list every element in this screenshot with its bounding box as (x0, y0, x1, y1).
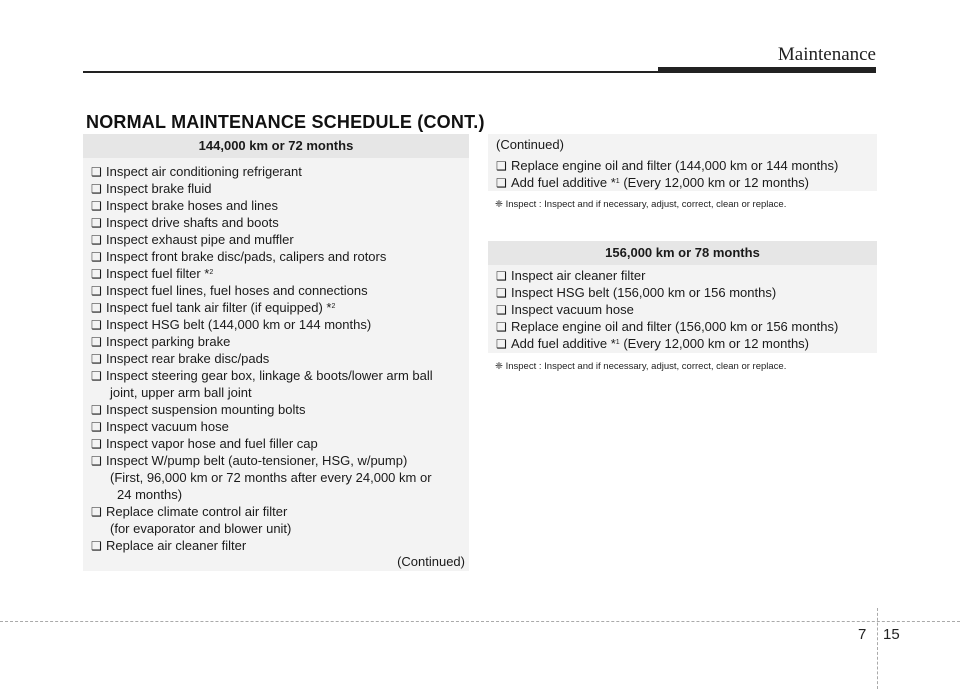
schedule-item-detail: 24 months) (117, 487, 183, 502)
footnote-marker: 2 (331, 303, 336, 310)
checkbox-icon: ❑ (91, 369, 102, 383)
checkbox-icon: ❑ (496, 176, 507, 190)
schedule-item (496, 301, 877, 318)
schedule-item-interval: (Every 12,000 km or 12 months) (619, 175, 810, 190)
schedule-item-text: Inspect rear brake disc/pads (106, 351, 270, 366)
schedule-item (496, 335, 877, 352)
schedule-item (91, 350, 469, 367)
checkbox-icon: ❑ (496, 286, 507, 300)
schedule-item-text: Add fuel additive * (511, 336, 616, 351)
continued-label: (Continued) (496, 137, 564, 152)
inspect-note: ❈ Inspect : Inspect and if necessary, adjust, correct, clean or replace. (495, 199, 787, 210)
page-chapter: 7 (858, 626, 867, 643)
footer-rule (0, 621, 960, 622)
schedule-item-text: Inspect vacuum hose (511, 302, 634, 317)
schedule-item (496, 318, 877, 335)
checkbox-icon: ❑ (91, 539, 102, 553)
schedule-item-text: Replace engine oil and filter (156,000 km or 156 months) (511, 319, 839, 334)
schedule-item (91, 418, 469, 435)
schedule-item-text: Inspect suspension mounting bolts (106, 402, 306, 417)
schedule-item-text: Inspect parking brake (106, 334, 231, 349)
checkbox-icon: ❑ (91, 284, 102, 298)
schedule-item (91, 265, 469, 282)
footnote-marker: 2 (209, 269, 214, 276)
schedule-item (496, 267, 877, 284)
schedule-item-detail: (First, 96,000 km or 72 months after every 24,000 km or (110, 470, 432, 485)
checkbox-icon: ❑ (91, 233, 102, 247)
checkbox-icon: ❑ (91, 454, 102, 468)
schedule-item-text: Inspect air cleaner filter (511, 268, 646, 283)
schedule-item-list (488, 152, 877, 191)
schedule-item-text: Inspect steering gear box, linkage & boots/lower arm ball (106, 368, 433, 383)
schedule-box-144000 (83, 134, 469, 571)
checkbox-icon: ❑ (91, 420, 102, 434)
checkbox-icon: ❑ (91, 199, 102, 213)
schedule-item (496, 157, 877, 174)
schedule-item-detail: (for evaporator and blower unit) (110, 521, 292, 536)
schedule-box-156000 (488, 241, 877, 353)
schedule-item-text: Inspect exhaust pipe and muffler (106, 232, 294, 247)
section-title: NORMAL MAINTENANCE SCHEDULE (CONT.) (86, 112, 485, 132)
schedule-heading: 156,000 km or 78 months (488, 241, 877, 265)
footer-divider (877, 608, 878, 689)
schedule-item-text: Replace air cleaner filter (106, 538, 247, 553)
schedule-item (91, 537, 469, 554)
schedule-item-text: Inspect W/pump belt (auto-tensioner, HSG, w/pump) (106, 453, 408, 468)
checkbox-icon: ❑ (91, 403, 102, 417)
schedule-heading: 144,000 km or 72 months (83, 134, 469, 158)
schedule-item (91, 214, 469, 231)
checkbox-icon: ❑ (91, 335, 102, 349)
checkbox-icon: ❑ (91, 318, 102, 332)
checkbox-icon: ❑ (91, 505, 102, 519)
checkbox-icon: ❑ (91, 267, 102, 281)
schedule-item-text: Replace engine oil and filter (144,000 km or 144 months) (511, 158, 839, 173)
header-title: Maintenance (777, 44, 876, 65)
schedule-item (91, 503, 469, 537)
checkbox-icon: ❑ (496, 337, 507, 351)
schedule-item (91, 299, 469, 316)
schedule-item (91, 316, 469, 333)
schedule-item (91, 231, 469, 248)
schedule-item-text: Inspect vacuum hose (106, 419, 229, 434)
checkbox-icon: ❑ (91, 352, 102, 366)
checkbox-icon: ❑ (91, 301, 102, 315)
schedule-item-list (83, 158, 469, 554)
schedule-item-text: Inspect vapor hose and fuel filler cap (106, 436, 318, 451)
schedule-item (91, 180, 469, 197)
checkbox-icon: ❑ (496, 269, 507, 283)
schedule-item-list (488, 265, 877, 352)
schedule-item-text: Inspect air conditioning refrigerant (106, 164, 302, 179)
schedule-item-text: Inspect brake fluid (106, 181, 212, 196)
schedule-item (91, 452, 469, 503)
schedule-item-text: Inspect HSG belt (144,000 km or 144 months) (106, 317, 372, 332)
schedule-item (91, 282, 469, 299)
schedule-item-text: Inspect fuel lines, fuel hoses and connections (106, 283, 368, 298)
schedule-item (91, 401, 469, 418)
schedule-item-text: Replace climate control air filter (106, 504, 288, 519)
schedule-item-text: Inspect fuel tank air filter (if equipped) * (106, 300, 332, 315)
schedule-item (91, 197, 469, 214)
schedule-item (496, 174, 877, 191)
checkbox-icon: ❑ (91, 250, 102, 264)
checkbox-icon: ❑ (91, 165, 102, 179)
schedule-item-interval: (Every 12,000 km or 12 months) (619, 336, 810, 351)
checkbox-icon: ❑ (496, 303, 507, 317)
schedule-item-text: Inspect HSG belt (156,000 km or 156 months) (511, 285, 777, 300)
schedule-item-text: Add fuel additive * (511, 175, 616, 190)
footnote-marker: 1 (615, 339, 620, 346)
schedule-item-text: Inspect fuel filter * (106, 266, 210, 281)
schedule-item-text: Inspect drive shafts and boots (106, 215, 279, 230)
header-rule (83, 71, 658, 73)
checkbox-icon: ❑ (91, 437, 102, 451)
checkbox-icon: ❑ (91, 182, 102, 196)
schedule-item (91, 367, 469, 401)
checkbox-icon: ❑ (496, 320, 507, 334)
header-rule-accent (658, 67, 876, 73)
schedule-item (91, 163, 469, 180)
checkbox-icon: ❑ (496, 159, 507, 173)
schedule-item-text: Inspect front brake disc/pads, calipers and rotors (106, 249, 387, 264)
inspect-note: ❈ Inspect : Inspect and if necessary, adjust, correct, clean or replace. (495, 361, 787, 372)
checkbox-icon: ❑ (91, 216, 102, 230)
footnote-marker: 1 (615, 178, 620, 185)
schedule-box-continued (488, 134, 877, 191)
schedule-item-text: Inspect brake hoses and lines (106, 198, 278, 213)
schedule-item (91, 248, 469, 265)
schedule-item (91, 333, 469, 350)
schedule-item (496, 284, 877, 301)
schedule-item-detail: joint, upper arm ball joint (110, 385, 252, 400)
page-number: 15 (883, 626, 900, 643)
continued-label: (Continued) (397, 554, 465, 569)
schedule-item (91, 435, 469, 452)
